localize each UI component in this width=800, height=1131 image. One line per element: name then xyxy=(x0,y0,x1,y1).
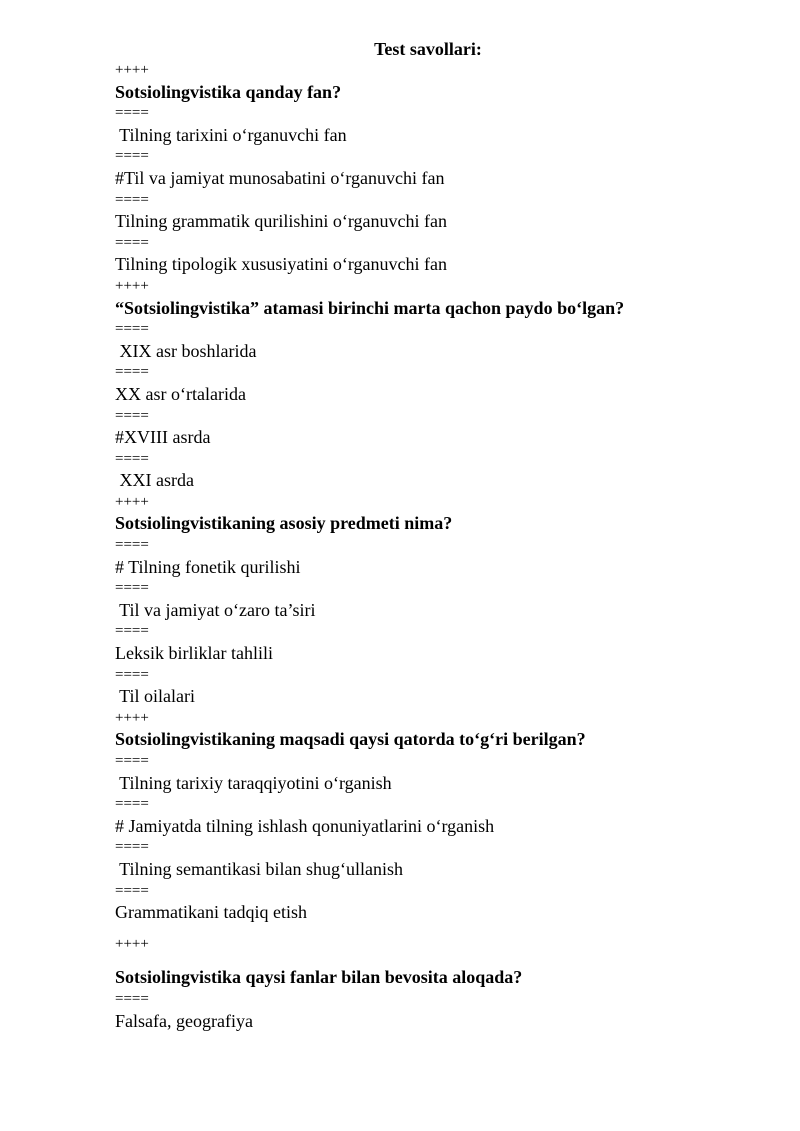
document-title: Test savollari: xyxy=(374,39,482,59)
option-marker: ==== xyxy=(115,321,149,338)
answer-option: Tilning grammatik qurilishini o‘rganuvchi fan xyxy=(115,211,447,232)
question-text: Sotsiolingvistikaning asosiy predmeti nima? xyxy=(115,513,453,534)
question-block xyxy=(115,60,755,276)
question-marker: ++++ xyxy=(115,62,149,78)
answer-option: Grammatikani tadqiq etish xyxy=(115,902,307,923)
answer-option: XX asr o‘rtalarida xyxy=(115,383,246,404)
option-marker: ==== xyxy=(115,148,149,165)
answer-option: Til va jamiyat o‘zaro ta’siri xyxy=(115,599,316,620)
answer-option: Tilning tarixini o‘rganuvchi fan xyxy=(115,124,347,145)
option-marker: ==== xyxy=(115,990,149,1007)
option-marker: ==== xyxy=(115,191,149,208)
option-marker: ==== xyxy=(115,537,149,554)
answer-option: #Til va jamiyat munosabatini o‘rganuvchi fan xyxy=(115,167,445,188)
option-marker: ==== xyxy=(115,753,149,769)
option-marker: ==== xyxy=(115,796,149,813)
question-block xyxy=(115,934,755,1032)
option-marker: ==== xyxy=(115,364,149,381)
answer-option: Tilning tipologik xususiyatini o‘rganuvchi fan xyxy=(115,254,447,275)
question-block xyxy=(115,492,755,708)
question-block xyxy=(115,276,755,492)
question-block xyxy=(115,708,755,924)
option-marker: ==== xyxy=(115,666,149,683)
answer-option: # Jamiyatda tilning ishlash qonuniyatlarini o‘rganish xyxy=(115,815,495,836)
option-marker: ==== xyxy=(115,234,149,251)
option-marker: ==== xyxy=(115,839,149,856)
option-marker: ==== xyxy=(115,407,149,424)
question-marker: ++++ xyxy=(115,709,149,726)
question-text: Sotsiolingvistikaning maqsadi qaysi qatorda to‘g‘ri berilgan? xyxy=(115,729,586,750)
answer-option: XXI asrda xyxy=(115,470,194,491)
answer-option: Falsafa, geografiya xyxy=(115,1010,253,1031)
question-text: “Sotsiolingvistika” atamasi birinchi marta qachon paydo bo‘lgan? xyxy=(115,297,625,318)
option-marker: ==== xyxy=(115,580,149,597)
option-marker: ==== xyxy=(115,105,149,122)
answer-option: #XVIII asrda xyxy=(115,427,211,448)
answer-option: Til oilalari xyxy=(115,686,196,707)
question-list xyxy=(115,60,755,1032)
question-marker: ++++ xyxy=(115,277,149,294)
question-text: Sotsiolingvistika qaysi fanlar bilan bevosita aloqada? xyxy=(115,967,523,988)
answer-option: XIX asr boshlarida xyxy=(115,340,257,361)
option-marker: ==== xyxy=(115,882,149,899)
option-marker: ==== xyxy=(115,623,149,640)
question-marker: ++++ xyxy=(115,493,149,510)
option-marker: ==== xyxy=(115,450,149,467)
question-text: Sotsiolingvistika qanday fan? xyxy=(115,81,342,102)
answer-option: Leksik birliklar tahlili xyxy=(115,643,273,664)
answer-option: Tilning tarixiy taraqqiyotini o‘rganish xyxy=(115,772,392,793)
question-marker: ++++ xyxy=(115,935,149,952)
answer-option: # Tilning fonetik qurilishi xyxy=(115,556,301,577)
answer-option: Tilning semantikasi bilan shug‘ullanish xyxy=(115,858,404,879)
